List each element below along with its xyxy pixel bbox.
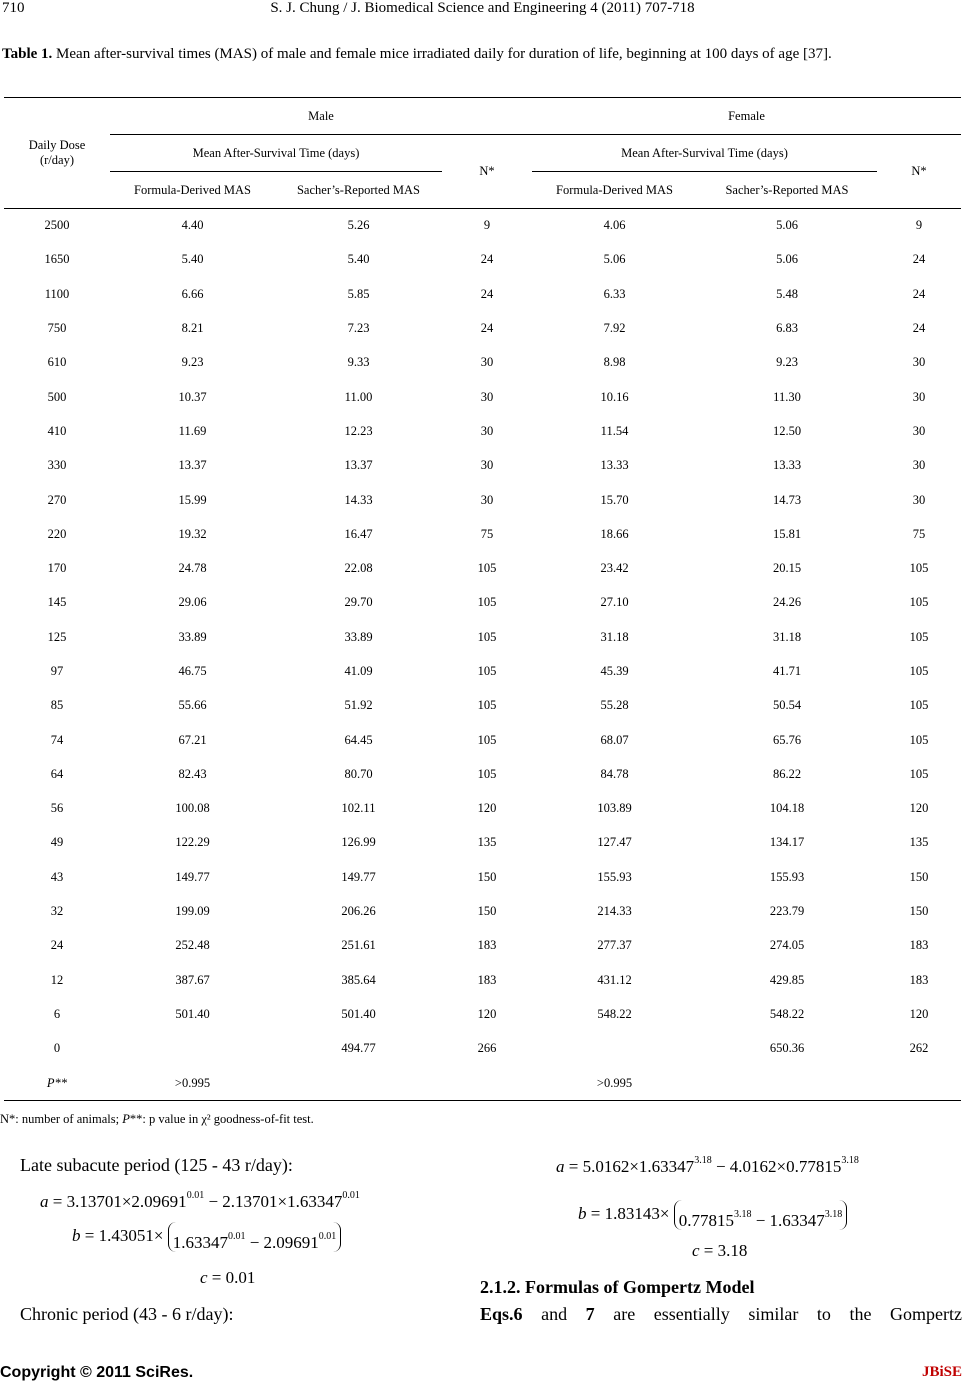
table-label: Table 1.	[2, 46, 53, 62]
table-cell: 266	[477, 1041, 497, 1056]
table-cell: 500	[47, 389, 67, 404]
table-cell: 19.32	[178, 526, 207, 541]
table-cell: 5.40	[181, 252, 204, 267]
table-cell: 43	[50, 869, 64, 884]
table-cell: 16.47	[344, 526, 373, 541]
header-daily-dose: Daily Dose (r/day)	[4, 98, 110, 209]
table-cell: 14.73	[772, 492, 802, 507]
table-cell: 9.23	[776, 355, 798, 370]
table-row	[4, 346, 961, 380]
table-cell: 9	[915, 218, 923, 233]
table-cell	[275, 1066, 442, 1101]
running-head: S. J. Chung / J. Biomedical Science and Engineering 4 (2011) 707-718	[270, 0, 695, 16]
table-row	[4, 586, 961, 620]
table-cell: 30	[912, 389, 926, 404]
table-cell: 2500	[44, 218, 70, 233]
table-cell: 84.78	[600, 766, 629, 781]
table-cell	[532, 1032, 697, 1066]
table-row	[4, 243, 961, 277]
table-cell: 27.10	[600, 595, 629, 610]
eq-chronic-c: c = 3.18	[692, 1241, 748, 1260]
table-cell: 431.12	[597, 972, 632, 987]
journal-name: JBiSE	[921, 1364, 962, 1380]
table-row	[4, 517, 961, 551]
table-cell: 10.37	[178, 389, 207, 404]
table-cell: 494.77	[341, 1041, 376, 1056]
table-cell: 330	[47, 458, 67, 473]
table-cell: 103.89	[597, 801, 632, 816]
table-cell: 429.85	[769, 972, 805, 987]
table-footnote: N*: number of animals; P**: p value in χ² goodness-of-fit test.	[0, 1112, 314, 1126]
eq-late-a: $a = 3.13701\times 2.09691^{0.01} - 2.13701\times 1.63347^{0.01}$	[40, 1190, 360, 1211]
table-cell: 45.39	[600, 664, 629, 678]
table-cell: 29.06	[178, 595, 207, 610]
table-cell: 6	[53, 1006, 61, 1021]
table-cell: 8.21	[181, 321, 204, 336]
table-cell: 125	[47, 629, 67, 644]
table-cell: 548.22	[597, 1006, 632, 1021]
table-cell: 105	[477, 664, 497, 678]
table-cell: 1650	[44, 252, 70, 267]
late-subacute-title: Late subacute period (125 - 43 r/day):	[20, 1155, 293, 1175]
table-row	[4, 894, 961, 928]
table-row	[4, 620, 961, 654]
table-row	[4, 449, 961, 483]
table-cell: 149.77	[341, 869, 376, 884]
table-cell: 127.47	[597, 835, 632, 850]
table-cell: 105	[477, 732, 497, 747]
table-cell: 4.40	[181, 218, 204, 233]
table-cell: 548.22	[769, 1006, 805, 1021]
table-cell: 122.29	[175, 835, 210, 850]
table-cell: 18.66	[600, 526, 629, 541]
table-cell: 1100	[44, 286, 70, 301]
table-cell: 64.45	[344, 732, 373, 747]
table-cell: 183	[477, 972, 497, 987]
table-cell: 5.06	[776, 218, 798, 233]
table-cell: 183	[477, 938, 497, 953]
table-cell: 105	[477, 766, 497, 781]
table-cell: 24.26	[772, 595, 802, 610]
table-cell: 33.89	[344, 629, 373, 644]
table-cell: 0	[53, 1041, 61, 1056]
table-cell	[110, 1032, 275, 1066]
table-row	[4, 277, 961, 311]
table-cell: >0.995	[596, 1075, 633, 1090]
table-cell: 74	[50, 732, 64, 747]
table-cell: 102.11	[341, 801, 376, 816]
table-cell: 55.28	[600, 698, 629, 713]
table-cell: 270	[47, 492, 67, 507]
table-cell: 135	[477, 835, 497, 850]
table-cell: 13.33	[600, 458, 629, 473]
table-cell: 24	[480, 321, 494, 336]
table-cell: 149.77	[175, 869, 210, 884]
eq-late-b: $b = 1.43051\times 1.63347^{0.01} - 2.09691^{0.01}$	[72, 1222, 341, 1252]
table-cell: 220	[47, 526, 67, 541]
table-cell: 24	[480, 286, 494, 301]
table-cell: 33.89	[178, 629, 207, 644]
table-cell: 24	[480, 252, 494, 267]
table-cell: 75	[480, 526, 494, 541]
table-row	[4, 792, 961, 826]
table-cell: 85	[50, 698, 64, 713]
table-cell: 105	[909, 595, 929, 610]
table-cell: 68.07	[600, 732, 629, 747]
table-cell: 12.50	[772, 423, 802, 438]
table-cell: 30	[480, 355, 494, 370]
table-row	[4, 209, 961, 243]
table-cell: 46.75	[178, 664, 207, 678]
table-cell: 501.40	[175, 1006, 210, 1021]
table-cell: 11.00	[344, 389, 373, 404]
table-cell: 387.67	[175, 972, 210, 987]
table-cell: 251.61	[341, 938, 376, 953]
eq-chronic-b: $b = 1.83143\times 0.77815^{3.18} - 1.63347^{3.18}$	[578, 1200, 847, 1230]
table-cell: 15.99	[178, 492, 207, 507]
table-cell: 223.79	[769, 904, 805, 919]
table-cell: 13.37	[178, 458, 207, 473]
table-cell: 24	[912, 286, 926, 301]
table-cell: 10.16	[600, 389, 629, 404]
table-cell: 385.64	[341, 972, 376, 987]
table-cell: 30	[912, 492, 926, 507]
table-cell: 24	[50, 938, 64, 953]
table-cell: 105	[477, 595, 497, 610]
table-cell: 86.22	[772, 766, 802, 781]
table-cell: 11.69	[178, 423, 207, 438]
table-cell: 24	[912, 252, 926, 267]
table-cell: 145	[47, 595, 67, 610]
header-female: Female	[532, 98, 961, 135]
table-cell: 5.26	[347, 218, 370, 233]
table-cell: 105	[477, 629, 497, 644]
table-row	[4, 689, 961, 723]
table-row	[4, 860, 961, 894]
table-cell: 31.18	[772, 629, 802, 644]
table-cell: 49	[50, 835, 64, 850]
table-row	[4, 963, 961, 997]
header-female-mast: Mean After-Survival Time (days)	[532, 135, 877, 172]
survival-table	[4, 97, 961, 1101]
header-female-n: N*	[877, 135, 961, 209]
header-male: Male	[110, 98, 532, 135]
table-cell: 82.43	[178, 766, 207, 781]
table-row	[4, 551, 961, 585]
table-cell: 97	[50, 664, 64, 678]
section-heading: 2.1.2. Formulas of Gompertz Model	[480, 1277, 755, 1297]
table-row	[4, 483, 961, 517]
table-cell: 105	[477, 561, 497, 576]
table-row-p-value	[4, 1066, 961, 1101]
table-cell: 120	[477, 1006, 497, 1021]
table-cell: 6.66	[181, 286, 204, 301]
table-cell: 67.21	[178, 732, 207, 747]
table-row	[4, 654, 961, 688]
table-cell: 5.48	[776, 286, 798, 301]
table-cell: 9.23	[181, 355, 204, 370]
table-cell: 41.71	[772, 664, 802, 678]
table-cell: 183	[909, 938, 929, 953]
table-cell: 13.33	[772, 458, 802, 473]
table-cell: 15.81	[772, 526, 802, 541]
table-cell: 30	[912, 423, 926, 438]
table-cell: 12.23	[344, 423, 373, 438]
table-cell: >0.995	[174, 1075, 211, 1090]
copyright: Copyright © 2011 SciRes.	[0, 1364, 194, 1381]
table-cell: 30	[480, 389, 494, 404]
table-cell: 410	[47, 423, 67, 438]
header-male-formula: Formula-Derived MAS	[134, 182, 251, 197]
table-cell: 150	[909, 869, 929, 884]
table-cell: 29.70	[344, 595, 373, 610]
table-cell: 7.92	[603, 321, 626, 336]
table-cell: 30	[480, 492, 494, 507]
table-row	[4, 1032, 961, 1066]
table-cell: 150	[477, 869, 497, 884]
table-cell: 20.15	[772, 561, 802, 576]
table-cell: 9	[483, 218, 491, 233]
table-cell: 104.18	[769, 801, 805, 816]
table-cell: 12	[50, 972, 64, 987]
table-cell: 31.18	[600, 629, 629, 644]
table-row	[4, 380, 961, 414]
table-cell: 105	[477, 698, 497, 713]
table-cell: 135	[909, 835, 929, 850]
table-cell: 30	[480, 423, 494, 438]
table-cell: 120	[909, 801, 929, 816]
header-female-formula: Formula-Derived MAS	[556, 182, 673, 197]
table-cell	[877, 1066, 961, 1101]
table-cell: 41.09	[344, 664, 373, 678]
eq-chronic-a: $a = 5.0162\times 1.63347^{3.18} - 4.0162\times 0.77815^{3.18}$	[556, 1155, 859, 1176]
table-cell: 170	[47, 561, 67, 576]
page-number: 710	[2, 0, 25, 16]
table-cell: 30	[912, 355, 926, 370]
table-cell: 50.54	[772, 698, 802, 713]
table-cell: 5.06	[603, 252, 626, 267]
table-cell: 650.36	[769, 1041, 805, 1056]
table-cell: 22.08	[344, 561, 373, 576]
table-cell: 8.98	[603, 355, 626, 370]
table-cell: 105	[909, 698, 929, 713]
table-cell: 65.76	[772, 732, 802, 747]
table-cell: 55.66	[178, 698, 207, 713]
eq-late-c: c = 0.01	[200, 1268, 256, 1287]
table-cell: 11.30	[773, 389, 801, 404]
table-cell: 6.83	[776, 321, 798, 336]
chronic-title: Chronic period (43 - 6 r/day):	[20, 1304, 234, 1324]
table-cell: 262	[909, 1041, 929, 1056]
table-cell: P**	[46, 1075, 68, 1090]
table-cell: 56	[50, 801, 64, 816]
table-cell: 100.08	[175, 801, 210, 816]
table-cell: 5.40	[347, 252, 370, 267]
header-male-sacher: Sacher’s-Reported MAS	[296, 182, 420, 197]
table-cell: 75	[912, 526, 926, 541]
table-cell: 7.23	[347, 321, 370, 336]
table-row	[4, 826, 961, 860]
table-cell	[697, 1066, 877, 1101]
table-cell: 126.99	[341, 835, 376, 850]
header-female-sacher: Sacher’s-Reported MAS	[725, 182, 849, 197]
table-cell: 105	[909, 664, 929, 678]
table-cell: 24	[912, 321, 926, 336]
header-male-n: N*	[442, 135, 532, 209]
table-cell: 6.33	[603, 286, 626, 301]
table-cell: 5.85	[347, 286, 370, 301]
header-male-mast: Mean After-Survival Time (days)	[110, 135, 442, 172]
table-cell: 105	[909, 766, 929, 781]
table-cell: 32	[50, 904, 64, 919]
table-cell: 501.40	[341, 1006, 376, 1021]
table-cell: 30	[480, 458, 494, 473]
table-cell: 120	[477, 801, 497, 816]
table-cell: 120	[909, 1006, 929, 1021]
table-cell	[442, 1066, 532, 1101]
table-row	[4, 723, 961, 757]
table-cell: 150	[909, 904, 929, 919]
table-row	[4, 997, 961, 1031]
table-cell: 150	[477, 904, 497, 919]
table-cell: 277.37	[597, 938, 632, 953]
table-cell: 105	[909, 561, 929, 576]
table-cell: 155.93	[769, 869, 805, 884]
table-cell: 199.09	[175, 904, 210, 919]
table-cell: 14.33	[344, 492, 373, 507]
table-cell: 206.26	[341, 904, 376, 919]
table-cell: 252.48	[175, 938, 210, 953]
table-row	[4, 414, 961, 448]
table-cell: 183	[909, 972, 929, 987]
table-cell: 23.42	[600, 561, 629, 576]
table-row	[4, 929, 961, 963]
table-cell: 4.06	[603, 218, 626, 233]
table-cell: 80.70	[344, 766, 373, 781]
table-cell: 13.37	[344, 458, 373, 473]
table-cell: 24.78	[178, 561, 207, 576]
table-cell: 64	[50, 766, 64, 781]
table-cell: 5.06	[776, 252, 798, 267]
body-text: Eqs.6 and 7 are essentially similar to the Gompertz	[480, 1304, 962, 1324]
table-caption	[2, 44, 962, 64]
table-caption-text: Mean after-survival times (MAS) of male and female mice irradiated daily for duration of life, beginning at 100 days of age [37].	[52, 46, 832, 62]
table-cell: 610	[47, 355, 67, 370]
table-cell: 9.33	[347, 355, 370, 370]
table-row	[4, 311, 961, 345]
table-cell: 30	[912, 458, 926, 473]
table-row	[4, 757, 961, 791]
table-cell: 51.92	[344, 698, 373, 713]
table-cell: 105	[909, 732, 929, 747]
table-cell: 105	[909, 629, 929, 644]
table-cell: 214.33	[597, 904, 632, 919]
table-cell: 750	[47, 321, 67, 336]
table-cell: 11.54	[600, 423, 629, 438]
table-cell: 15.70	[600, 492, 629, 507]
table-cell: 134.17	[769, 835, 805, 850]
table-cell: 155.93	[597, 869, 632, 884]
table-cell: 274.05	[769, 938, 805, 953]
